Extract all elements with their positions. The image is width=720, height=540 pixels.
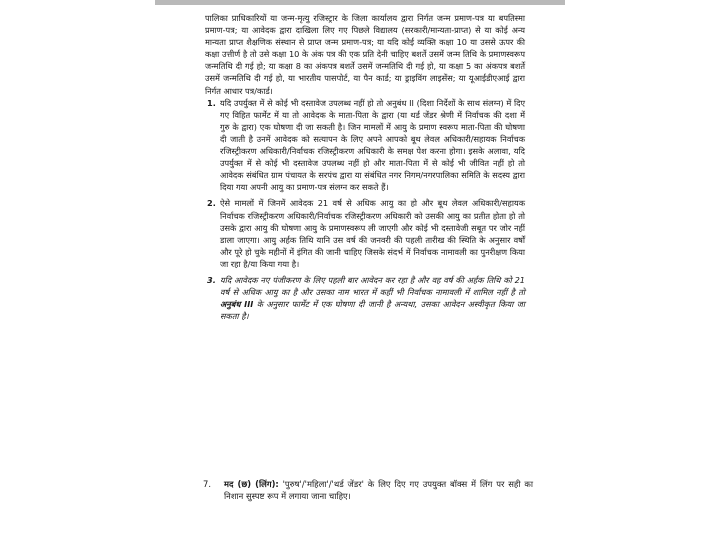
item-text: ऐसे मामलों में जिनमें आवेदक 21 वर्ष से अधिक आयु का हो और बूथ लेवल अधिकारी/सहायक निर्वाचक रजिस्ट्रीकरण अधिकारी/निर्वाचक रजिस्ट्रीकरण अधिकारी को उसकी आयु का प्रतीत होता हो तो उसके द्वारा आयु की घोषणा आयु के प्रमाणस्वरूप ली जाएगी और कोई भी दस्तावेजी सबूत पर जोर नहीं डाला जाएगा। आयु अर्हक तिथि यानि उस वर्ष की जनवरी की पहली तारीख की स्थिति के अनुसार वर्षों और पूरे हो चुके महीनों में इंगित की जानी चाहिए जिसके संदर्भ में निर्वाचक नामावली का पुनरीक्षण किया जा रहा है/या किया गया है। xyxy=(220,198,525,269)
item-text-after: के अनुसार फार्मेट में एक घोषणा दी जानी है अन्यथा, उसका आवेदन अस्वीकृत किया जा सकता है। xyxy=(220,299,525,322)
section-number: 7. xyxy=(203,479,211,489)
item-text-before: यदि आवेदक नए पंजीकरण के लिए पहली बार आवेदन कर रहा है और वह वर्ष की अर्हक तिथि को 21 वर्ष से अधिक आयु का है और उसका नाम भारत में कहीं भी निर्वाचक नामावली में शामिल नहीं है तो xyxy=(220,274,525,298)
list-item xyxy=(205,197,525,270)
list-item xyxy=(205,274,525,322)
item-number: 2. xyxy=(207,198,216,209)
item-text: यदि उपर्युक्त में से कोई भी दस्तावेज उपलब्ध नहीं हो तो अनुबंध II (दिशा निर्देशों के साथ संलग्न) में दिए गए विहित फार्मेट में या तो आवेदक के माता-पिता के द्वारा (या थर्ड जेंडर श्रेणी में निर्वाचक की दशा में गुरु के द्वारा) एक घोषणा दी जा सकती है। जिन मामलों में आयु के प्रमाण स्वरूप माता-पिता की घोषणा दी जाती है उनमें आवेदक को सत्यापन के लिए अपने आपको बूथ लेवल अधिकारी/सहायक निर्वाचक रजिस्ट्रीकरण अधिकारी/निर्वाचक रजिस्ट्रीकरण अधिकारी के समक्ष पेश करना होगा। इसके अलावा, यदि उपर्युक्त में से कोई भी दस्तावेज उपलब्ध नहीं हो और माता-पिता में से कोई भी जीवित नहीं हो तो आवेदक संबंधित ग्राम पंचायत के सरपंच द्वारा या संबंधित नगर निगम/नगरपालिका समिति के सदस्य द्वारा दिया गया अपनी आयु का प्रमाण-पत्र संलग्न कर सकते हैं। xyxy=(220,97,525,193)
list-item xyxy=(205,97,525,194)
section-7 xyxy=(203,478,533,503)
section-label: मद (छ) (लिंग): xyxy=(224,479,279,489)
item-number: 3. xyxy=(207,274,216,285)
intro-paragraph: पालिका प्राधिकारियों या जन्म-मृत्यु रजिस्ट्रार के जिला कार्यालय द्वारा निर्गत जन्म प्रमाण-पत्र या बपतिस्मा प्रमाण-पत्र; या आवेदक द्वारा दाखिला लिए गए पिछले विद्यालय (सरकारी/मान्यता-प्राप्त) से या कोई अन्य मान्यता प्राप्त शैक्षणिक संस्थान से प्राप्त जन्म प्रमाण-पत्र; या यदि कोई व्यक्ति कक्षा 10 या उससे ऊपर की कक्षा उत्तीर्ण है तो उसे कक्षा 10 के अंक पत्र की एक प्रति देनी चाहिए बशर्ते उसमें जन्म तिथि के प्रमाणस्वरूप जन्मतिथि दी गई हो; या कक्षा 8 का अंकपत्र बशर्ते उसमें जन्मतिथि दी गई हो, या कक्षा 5 का अंकपत्र बशर्ते उसमें जन्मतिथि दी गई हो, या भारतीय पासपोर्ट, या पैन कार्ड; या ड्राइविंग लाइसेंस; या यूआईडीएआई द्वारा निर्गत आधार पत्र/कार्ड। xyxy=(205,13,525,96)
item-number: 1. xyxy=(207,97,216,108)
document-page xyxy=(205,12,525,322)
viewer-top-bar xyxy=(155,0,565,5)
section-text: 'पुरुष'/'महिला'/'थर्ड जेंडर' के लिए दिए गए उपयुक्त बॉक्स में लिंग पर सही का निशान सुस्पष्ट रूप में लगाया जाना चाहिए। xyxy=(224,479,533,502)
annexure-reference: अनुबंध III xyxy=(220,299,254,310)
